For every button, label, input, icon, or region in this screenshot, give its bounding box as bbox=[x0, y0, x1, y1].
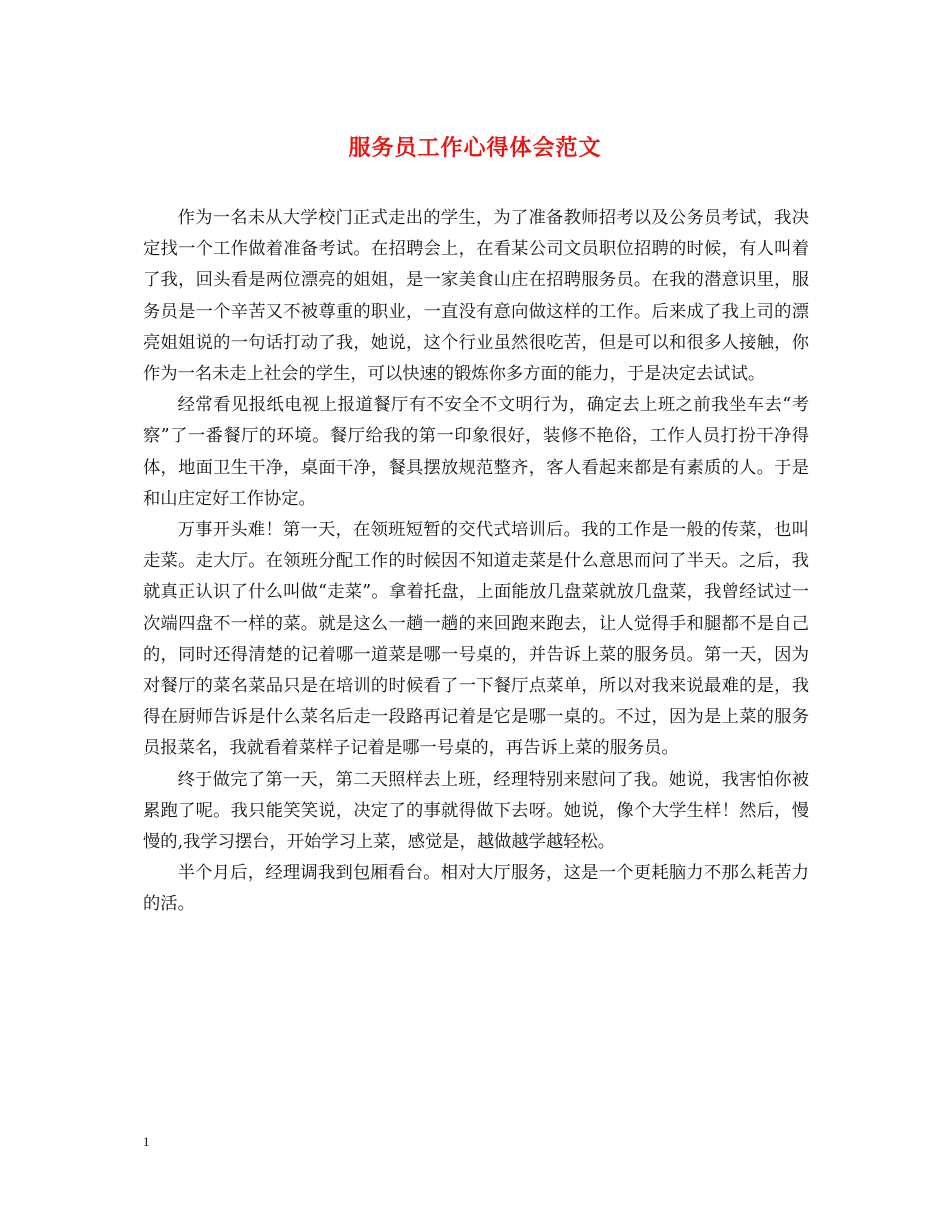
paragraph: 半个月后，经理调我到包厢看台。相对大厅服务，这是一个更耗脑力不那么耗苦力的活。 bbox=[143, 863, 809, 915]
paragraph: 终于做完了第一天，第二天照样去上班，经理特别来慰问了我。她说，我害怕你被累跑了呢。我只能笑笑说，决定了的事就得做下去呀。她说，像个大学生样！然后，慢慢的,我学习摆台，开始学习上菜，感觉是，越做越学越轻松。 bbox=[143, 769, 809, 853]
paragraph: 经常看见报纸电视上报道餐厅有不安全不文明行为，确定去上班之前我坐车去“考察”了一番餐厅的环境。餐厅给我的第一印象很好，装修不艳俗，工作人员打扮干净得体，地面卫生干净，桌面干净，餐具摆放规范整齐，客人看起来都是有素质的人。于是和山庄定好工作协定。 bbox=[143, 395, 809, 509]
paragraph: 作为一名未从大学校门正式走出的学生，为了准备教师招考以及公务员考试，我决定找一个工作做着准备考试。在招聘会上，在看某公司文员职位招聘的时候，有人叫着了我，回头看是两位漂亮的姐姐，是一家美食山庄在招聘服务员。在我的潜意识里，服务员是一个辛苦又不被尊重的职业，一直没有意向做这样的工作。后来成了我上司的漂亮姐姐说的一句话打动了我，她说，这个行业虽然很吃苦，但是可以和很多人接触，你作为一名未走上社会的学生，可以快速的锻炼你多方面的能力，于是决定去试试。 bbox=[143, 208, 809, 385]
paragraph: 万事开头难！第一天，在领班短暂的交代式培训后。我的工作是一般的传菜，也叫走菜。走大厅。在领班分配工作的时候因不知道走菜是什么意思而问了半天。之后，我就真正认识了什么叫做“走菜”。拿着托盘，上面能放几盘菜就放几盘菜，我曾经试过一次端四盘不一样的菜。就是这么一趟一趟的来回跑来跑去，让人觉得手和腿都不是自己的，同时还得清楚的记着哪一道菜是哪一号桌的，并告诉上菜的服务员。第一天，因为对餐厅的菜名菜品只是在培训的时候看了一下餐厅点菜单，所以对我来说最难的是，我得在厨师告诉是什么菜名后走一段路再记着是它是哪一桌的。不过，因为是上菜的服务员报菜名，我就看着菜样子记着是哪一号桌的，再告诉上菜的服务员。 bbox=[143, 520, 809, 759]
document-title: 服务员工作心得体会范文 bbox=[348, 135, 602, 161]
document-body bbox=[143, 203, 809, 921]
page-number: 1 bbox=[143, 1134, 150, 1149]
